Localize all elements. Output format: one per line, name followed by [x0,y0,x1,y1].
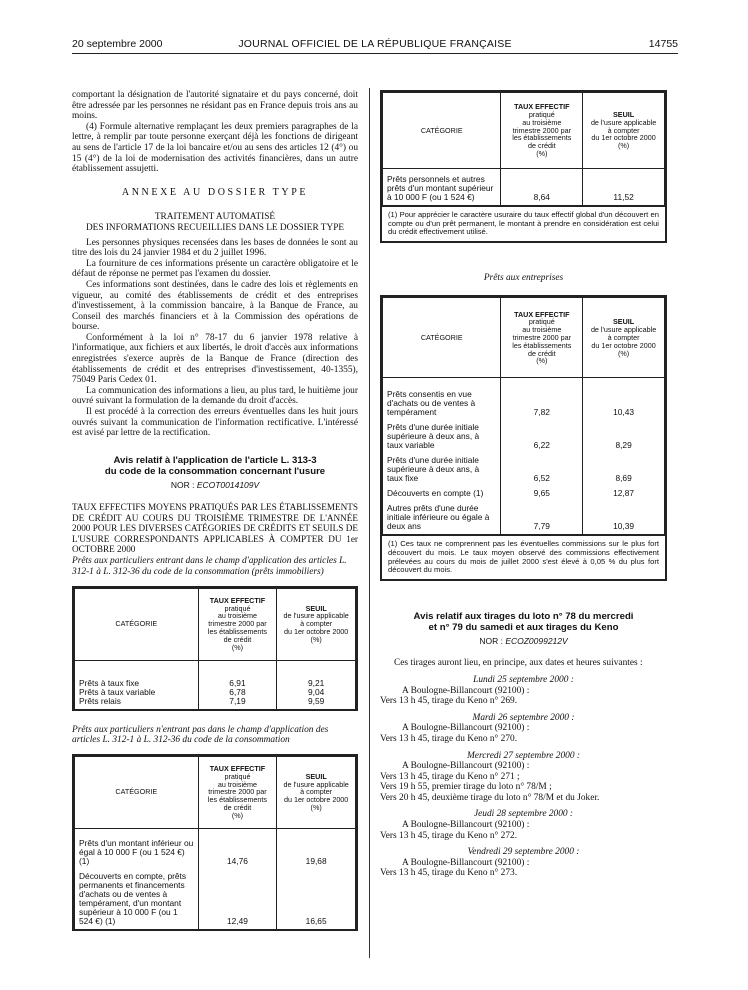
nor-label: NOR : [170,479,195,490]
col-header-seuil: SEUIL de l'usure applicable à compter du 1er octobre 2000 (%) [583,93,665,169]
tirage-line: Vers 13 h 45, tirage du Keno n° 272. [380,830,518,841]
paragraph: Ces informations sont destinées, dans le cadre des lois et règlements en vigueur, au comité des établissements de crédit et des entreprises d'investissement, à la commission bancaire, à la Banque de France, au Conseil des marchés financiers et à la Commission des opérations de bourse. [72,279,358,333]
paragraph: Les personnes physiques recensées dans les bases de données le sont au titre des lois du 24 janvier 1984 et du 2 juillet 1996. [72,237,358,259]
table-footnote: (1) Pour apprécier le caractère usuraire du taux effectif global d'un découvert en compte ou d'un prêt permanent, le montant à prendre en considération est celui du crédit effectivement utilisé. [382,206,665,241]
col-header-taux: TAUX EFFECTIF pratiqué au troisième trimestre 2000 par les établissements de crédit (%) [501,298,583,378]
paragraph: comportant la désignation de l'autorité signataire et du pays concerné, doit être adressée par les personnes ne résidant pas en France depuis trois ans au moins. [72,90,358,122]
nor-reference [380,636,667,647]
col-header-seuil: SEUIL de l'usure applicable à compter du 1er octobre 2000 (%) [583,298,665,378]
nor-label: NOR : [479,635,503,646]
section-heading: TAUX EFFECTIFS MOYENS PRATIQUÉS PAR LES ÉTABLISSEMENTS DE CRÉDIT AU COURS DU TROISIÈME TRIMESTRE DE L'ANNÉE 2000 POUR LES DIVERSES CATÉGORIES DE CRÉDITS ET SEUILS DE L'USURE CORRESPONDANTS APPLICABLES À COMPTER DU 1er OCTOBRE 2000 [72,502,358,555]
table-row: Prêts personnels et autres prêts d'un montant supérieur à 10 000 F (ou 1 524 €) 8,64 11,52 [383,169,665,206]
day-heading: Jeudi 28 septembre 2000 : [473,809,574,820]
tirage-line: Vers 13 h 45, tirage du Keno n° 273. [380,868,518,879]
avis-title-line: Avis relatif aux tirages du loto n° 78 du mercredi [413,610,634,622]
tirage-day [380,847,667,879]
day-heading: Mardi 26 septembre 2000 : [472,712,575,723]
paragraph: La fourniture de ces informations présente un caractère obligatoire et le défaut de réponse ne permet pas l'examen du dossier. [72,258,358,280]
traitement-subtitle: DES INFORMATIONS RECUEILLIES DANS LE DOSSIER TYPE [85,222,345,233]
page-number: 14755 [648,38,678,50]
table-row: Prêts d'un montant inférieur ou égal à 10 000 F (ou 1 524 €) (1) 14,76 19,68 [75,828,356,869]
col-header-categorie: CATÉGORIE [75,588,199,660]
col-header-categorie: CATÉGORIE [383,298,501,378]
avis-title-line: et n° 79 du samedi et aux tirages du Keno [428,621,619,633]
traitement-title: TRAITEMENT AUTOMATISÉ [154,212,276,223]
table-row: Prêts consentis en vue d'achats ou de ventes à tempérament 7,82 10,43 [383,378,665,421]
tirage-line: Vers 20 h 45, deuxième tirage du loto n° 78/M et du Joker. [380,792,600,803]
paragraph: Conformément à la loi n° 78-17 du 6 janvier 1978 relative à l'informatique, aux fichiers et aux libertés, le droit d'accès aux informations enregistrées s'exerce auprès de la Banque de France (direction des établissements de crédit et des entreprises d'investissement, 40-1355), 75049 Paris Cedex 01. [72,332,358,386]
avis-loto-heading [380,611,667,647]
table-prets-personnels [380,90,667,243]
col-header-seuil: SEUIL de l'usure applicable à compter du 1er octobre 2000 (%) [277,756,356,828]
col-header-taux: TAUX EFFECTIF pratiqué au troisième trimestre 2000 par les établissements de crédit (%) [501,93,583,169]
tirage-line: Vers 19 h 55, premier tirage du loto n° 78/M ; [380,782,552,793]
location: A Boulogne-Billancourt (92100) : [402,761,530,772]
table-row: Découverts en compte, prêts permanents et financements d'achats ou de ventes à tempérament, d'un montant supérieur à 10 000 F (ou 1 524 €) (1) 12,49 16,65 [75,869,356,929]
location: A Boulogne-Billancourt (92100) : [402,857,530,868]
table-row: Prêts à taux fixe Prêts à taux variable Prêts relais 6,91 6,78 7,19 9,21 9,04 9,59 [75,660,356,709]
issue-date: 20 septembre 2000 [72,38,163,50]
tirage-line: Vers 13 h 45, tirage du Keno n° 271 ; [380,771,520,782]
table-caption: Prêts aux entreprises [483,272,564,283]
table-row: Autres prêts d'une durée initiale inférieure ou égale à deux ans 7,79 10,39 [383,501,665,535]
paragraph: La communication des informations a lieu, au plus tard, le huitième jour ouvré suivant la formulation de la demande du droit d'accès. [72,385,358,407]
left-column [72,90,358,931]
table-caption: Prêts aux particuliers entrant dans le champ d'application des articles L. 312-1 à L. 312-36 du code de la consommation (prêts immobiliers) [72,556,347,578]
tirage-line: Vers 13 h 45, tirage du Keno n° 269. [380,696,518,707]
tirage-day [380,809,667,841]
table-prets-immobiliers [72,586,358,711]
location: A Boulogne-Billancourt (92100) : [402,820,530,831]
avis-usure-heading [72,455,358,491]
table-row: Découverts en compte (1) 9,65 12,87 [383,486,665,501]
annexe-title: ANNEXE AU DOSSIER TYPE [121,186,309,198]
table-caption: Prêts aux particuliers n'entrant pas dans le champ d'application des articles L. 312-1 à L. 312-36 du code de la consommation [72,724,329,746]
tirage-line: Vers 13 h 45, tirage du Keno n° 270. [380,733,518,744]
table-footnote: (1) Ces taux ne comprennent pas les éventuelles commissions sur le plus fort découvert du mois. Le taux moyen observé des commissions effectivement prélevées au cours du mois de juillet 2000 s'est élevé à 0,05 % du plus fort découvert du mois. [382,535,665,578]
column-divider [369,88,370,958]
day-heading: Vendredi 29 septembre 2000 : [467,847,580,858]
day-heading: Lundi 25 septembre 2000 : [473,674,574,685]
col-header-seuil: SEUIL de l'usure applicable à compter du 1er octobre 2000 (%) [277,588,356,660]
col-header-categorie: CATÉGORIE [75,756,199,828]
tirage-day [380,713,667,745]
avis-title-line: du code de la consommation concernant l'usure [104,465,326,477]
col-header-taux: TAUX EFFECTIF pratiqué au troisième trimestre 2000 par les établissements de crédit (%) [198,588,277,660]
col-header-categorie: CATÉGORIE [383,93,501,169]
journal-title: JOURNAL OFFICIEL DE LA RÉPUBLIQUE FRANÇAISE [238,38,512,50]
nor-code: ECOZ0099212V [505,635,568,646]
page-header [72,36,678,54]
nor-code: ECOT0014109V [196,479,260,490]
table-row: Prêts d'une durée initiale supérieure à deux ans, à taux variable 6,22 8,29 [383,420,665,453]
paragraph: Il est procédé à la correction des erreurs éventuelles dans les huit jours ouvrés suivant la communication de l'information rectificative. L'intéressé est avisé par lettre de la rectification. [72,407,358,439]
tirage-day [380,675,667,707]
tirage-day [380,751,667,804]
paragraph: Ces tirages auront lieu, en principe, aux dates et heures suivantes : [394,658,643,669]
avis-title-line: Avis relatif à l'application de l'article L. 313-3 [113,454,317,466]
right-column [380,90,667,879]
nor-reference [72,480,358,491]
location: A Boulogne-Billancourt (92100) : [402,685,530,696]
col-header-taux: TAUX EFFECTIF pratiqué au troisième trimestre 2000 par les établissements de crédit (%) [198,756,277,828]
location: A Boulogne-Billancourt (92100) : [402,723,530,734]
table-prets-entreprises [380,295,667,580]
table-prets-consommation [72,754,358,931]
table-row: Prêts d'une durée initiale supérieure à deux ans, à taux fixe 6,52 8,69 [383,453,665,486]
day-heading: Mercredi 27 septembre 2000 : [467,750,580,761]
paragraph: (4) Formule alternative remplaçant les deux premiers paragraphes de la lettre, à remplir par toute personne exerçant déjà les fonctions de dirigeant au sens de l'article 17 de la loi bancaire et/ou au sens des articles 12 (4°) ou 15 (4°) de la loi de modernisation des activités financières, dans un autre établissement assujetti. [72,121,358,175]
